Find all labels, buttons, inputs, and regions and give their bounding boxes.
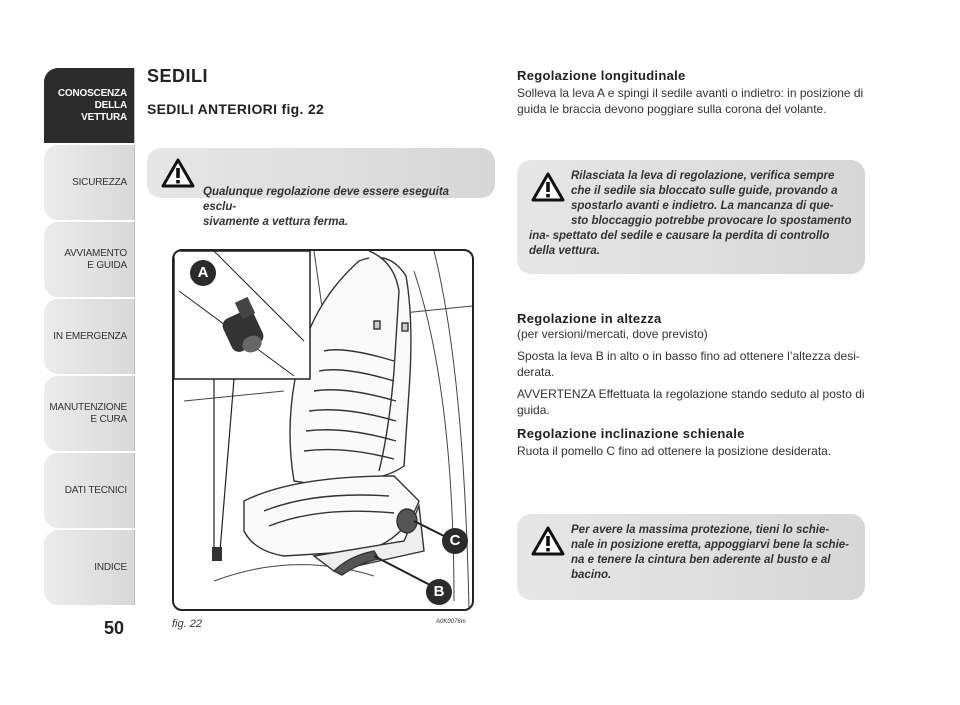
- warning-triangle-icon: [531, 172, 565, 202]
- height-heading: Regolazione in altezza: [517, 311, 662, 326]
- longitudinal-section: [517, 68, 867, 123]
- section-subtitle: SEDILI ANTERIORI fig. 22: [147, 101, 325, 117]
- warning-text-backrest: Per avere la massima protezione, tieni lo schie- nale in posizione eretta, appoggiarvi bene la schie- na e tenere la cintura ben aderente al busto e al bacino.: [571, 524, 849, 581]
- warning-text-left: Qualunque regolazione deve essere eseguita esclu- sivamente a vettura ferma.: [203, 186, 450, 228]
- tab-dati-tecnici[interactable]: DATI TECNICI: [44, 453, 135, 528]
- height-section: [517, 311, 867, 465]
- tab-in-emergenza[interactable]: IN EMERGENZA: [44, 299, 135, 374]
- longitudinal-heading: Regolazione longitudinale: [517, 68, 686, 83]
- height-warning-text: AVVERTENZA Effettuata la regolazione stando seduto al posto di guida.: [517, 387, 865, 417]
- warning-triangle-icon: [531, 526, 565, 556]
- warning-box-backrest: [517, 514, 865, 600]
- tab-indice[interactable]: INDICE: [44, 530, 135, 605]
- tab-manutenzione-e-cura[interactable]: MANUTENZIONE E CURA: [44, 376, 135, 451]
- section-title: SEDILI: [147, 66, 209, 86]
- longitudinal-text: Solleva la leva A e spingi il sedile avanti o indietro: in posizione di guida le braccia devono poggiare sulla corona del volante.: [517, 86, 864, 116]
- label-c: C: [442, 528, 468, 554]
- label-a: A: [190, 260, 216, 286]
- page-number: 50: [104, 618, 125, 638]
- height-text: Sposta la leva B in alto o in basso fino ad ottenere l’altezza desi- derata.: [517, 349, 860, 379]
- tab-avviamento-e-guida[interactable]: AVVIAMENTO E GUIDA: [44, 222, 135, 297]
- figure-code: A0K0076m: [436, 619, 466, 625]
- warning-box-left: [147, 148, 495, 228]
- seat-figure: [172, 249, 474, 611]
- warning-box-guides: [517, 160, 865, 274]
- chapter-sidebar: [44, 68, 135, 607]
- tab-conoscenza-della-vettura[interactable]: CONOSCENZA DELLA VETTURA: [44, 68, 135, 143]
- height-note: (per versioni/mercati, dove previsto): [517, 327, 708, 341]
- warning-text-guides: Rilasciata la leva di regolazione, verifica sempre che il sedile sia bloccato sulle guide, provando a spostarlo avanti e indietro. La mancanza di que- sto bloccaggio potrebbe provocare lo spostamento ina- spettato del sedile e causare la perdita di controllo della vettura.: [529, 170, 852, 257]
- recline-heading: Regolazione inclinazione schienale: [517, 426, 745, 441]
- lever-a-small: [212, 547, 222, 561]
- tab-sicurezza[interactable]: SICUREZZA: [44, 145, 135, 220]
- warning-triangle-icon: [161, 158, 195, 188]
- recline-text: Ruota il pomello C fino ad ottenere la posizione desiderata.: [517, 444, 832, 458]
- figure-caption: fig. 22: [172, 618, 202, 630]
- seat-illustration: [174, 251, 472, 609]
- label-b: B: [426, 579, 452, 605]
